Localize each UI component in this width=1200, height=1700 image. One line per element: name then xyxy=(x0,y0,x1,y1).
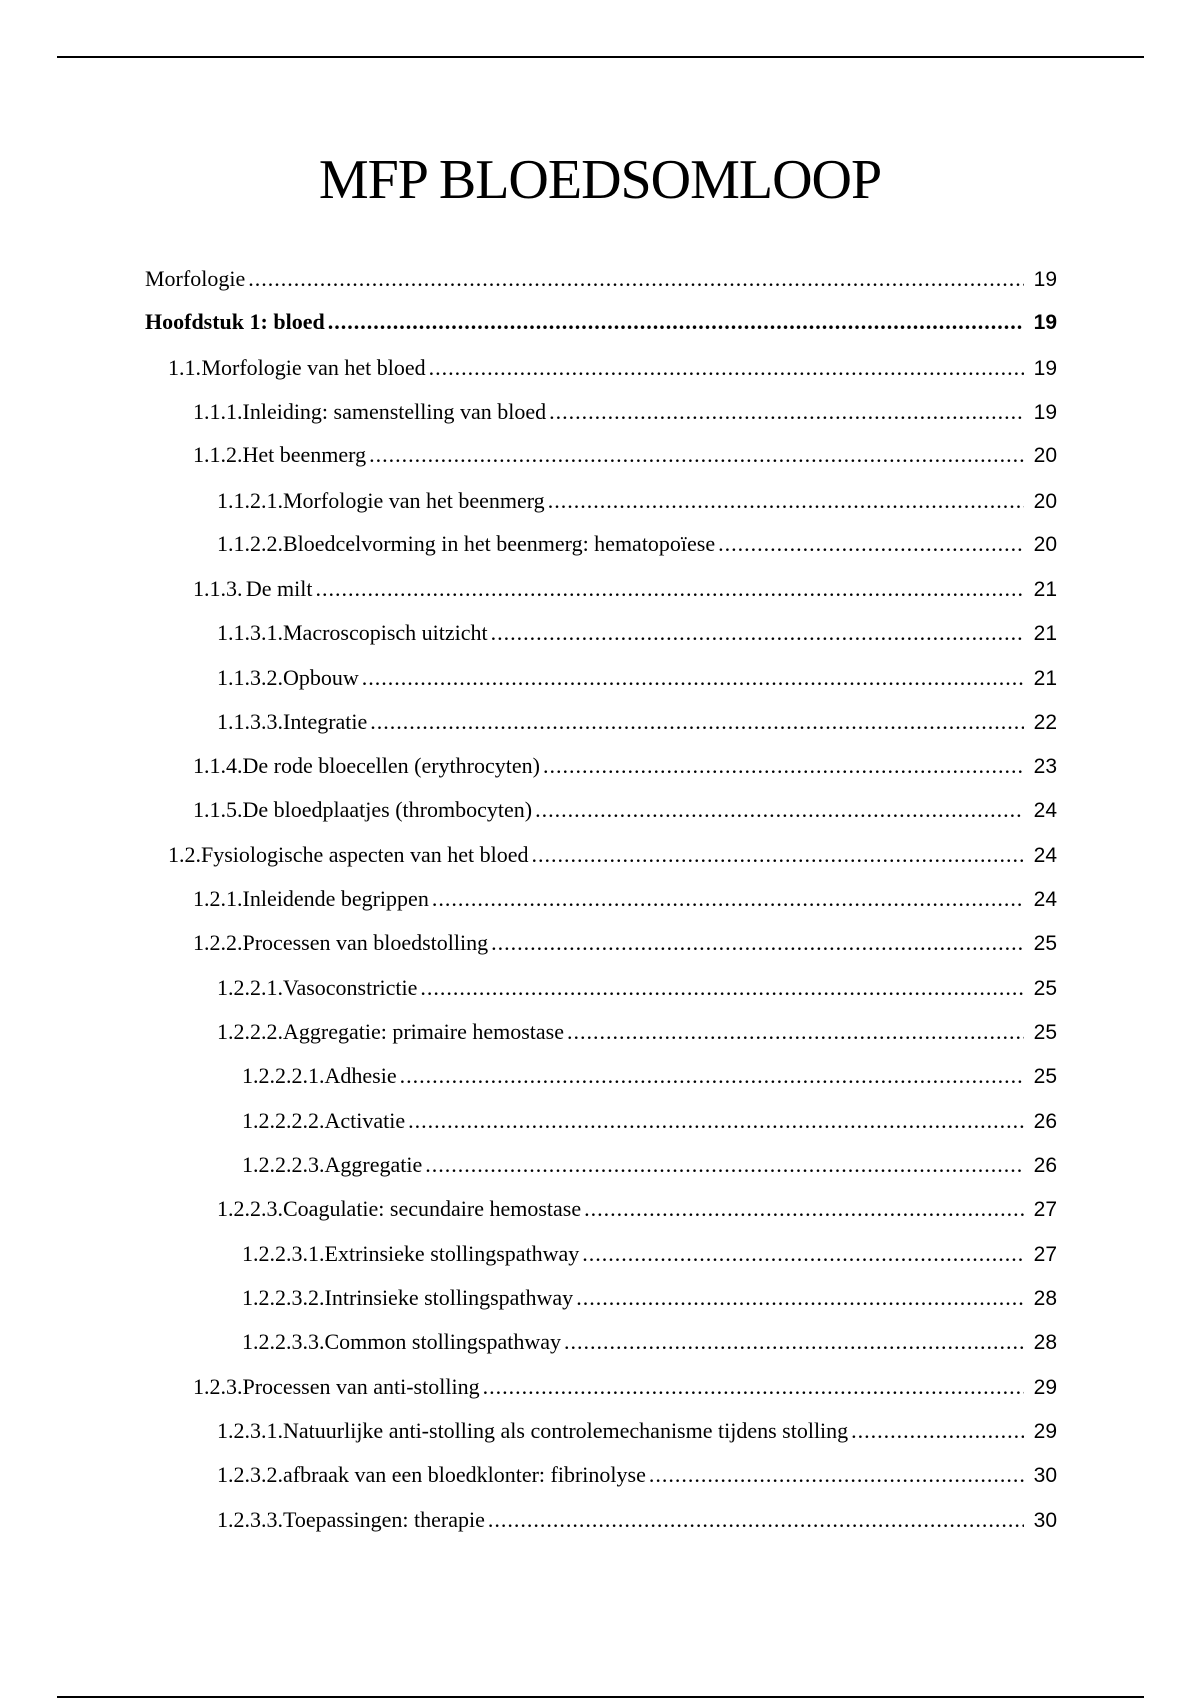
toc-page-number: 29 xyxy=(1033,1420,1057,1443)
toc-leader xyxy=(535,795,1024,825)
toc-entry-number: 1.2.2.1. xyxy=(217,975,283,1000)
toc-entry[interactable] xyxy=(145,1194,1057,1224)
toc-leader xyxy=(408,1106,1024,1136)
toc-leader xyxy=(543,751,1024,781)
toc-leader xyxy=(488,1505,1024,1535)
toc-entry[interactable] xyxy=(145,1150,1057,1180)
toc-entry-label: De milt xyxy=(245,576,313,601)
toc-entry-label: Adhesie xyxy=(324,1063,397,1088)
toc-page-number: 29 xyxy=(1033,1376,1057,1399)
toc-entry-label: De bloedplaatjes (thrombocyten) xyxy=(242,797,533,822)
toc-entry[interactable] xyxy=(145,1106,1057,1136)
toc-entry-label: Fysiologische aspecten van het bloed xyxy=(201,842,529,867)
toc-leader xyxy=(851,1416,1024,1446)
toc-leader xyxy=(567,1017,1024,1047)
toc-leader xyxy=(400,1061,1024,1091)
toc-entry-label: Processen van bloedstolling xyxy=(242,930,489,955)
toc-entry[interactable] xyxy=(145,1017,1057,1047)
toc-page-number: 21 xyxy=(1033,622,1057,645)
toc-leader xyxy=(576,1283,1024,1313)
toc-page-number: 19 xyxy=(1033,268,1057,291)
document-title: MFP BLOEDSOMLOOP xyxy=(318,149,882,211)
toc-entry[interactable] xyxy=(145,440,1057,470)
toc-entry-number: 1.1.3.3. xyxy=(217,709,283,734)
toc-entry-label: Coagulatie: secundaire hemostase xyxy=(283,1196,582,1221)
toc-entry-label: Natuurlijke anti-stolling als controlemechanisme tijdens stolling xyxy=(283,1418,849,1443)
toc-leader xyxy=(420,973,1024,1003)
toc-entry[interactable] xyxy=(145,618,1057,648)
toc-entry-number: 1.1.4. xyxy=(193,753,243,778)
toc-entry-label: Het beenmerg xyxy=(242,442,367,467)
toc-entry-number: 1.2.2.3.3. xyxy=(242,1329,325,1354)
toc-entry-label: Intrinsieke stollingspathway xyxy=(324,1285,574,1310)
toc-entry[interactable] xyxy=(145,574,1057,604)
toc-entry[interactable] xyxy=(145,707,1057,737)
toc-entry-number: 1.1.1. xyxy=(193,399,243,424)
toc-entry-label: Integratie xyxy=(283,709,368,734)
toc-entry-number: 1.2.3.2. xyxy=(217,1462,283,1487)
toc-page-number: 19 xyxy=(1033,401,1057,424)
toc-entry-label: Morfologie xyxy=(145,266,246,291)
toc-entry[interactable] xyxy=(145,397,1057,427)
toc-entry-label: Morfologie van het bloed xyxy=(201,355,426,380)
toc-page-number: 24 xyxy=(1033,799,1057,822)
toc-entry[interactable] xyxy=(145,1372,1057,1402)
toc-leader xyxy=(718,529,1024,559)
toc-page-number: 27 xyxy=(1033,1243,1057,1266)
toc-entry-number: 1.2.2.3. xyxy=(217,1196,283,1221)
toc-entry-number: 1.2.2.2.3. xyxy=(242,1152,325,1177)
toc-entry[interactable] xyxy=(145,1283,1057,1313)
toc-page-number: 27 xyxy=(1033,1198,1057,1221)
toc-page-number: 28 xyxy=(1033,1287,1057,1310)
toc-entry-number: 1.1.5. xyxy=(193,797,243,822)
toc-page-number: 26 xyxy=(1033,1110,1057,1133)
toc-leader xyxy=(362,663,1024,693)
toc-entry[interactable] xyxy=(145,1416,1057,1446)
toc-page-number: 20 xyxy=(1033,533,1057,556)
toc-entry[interactable] xyxy=(145,795,1057,825)
toc-entry-number: 1.2.2.3.2. xyxy=(242,1285,325,1310)
toc-page-number: 30 xyxy=(1033,1509,1057,1532)
toc-leader xyxy=(429,353,1024,383)
toc-entry-label: Vasoconstrictie xyxy=(283,975,418,1000)
toc-page-number: 22 xyxy=(1033,711,1057,734)
toc-entry[interactable] xyxy=(145,840,1057,870)
toc-leader xyxy=(328,307,1024,337)
toc-leader xyxy=(564,1327,1024,1357)
toc-entry[interactable] xyxy=(145,751,1057,781)
toc-entry-label: Aggregatie: primaire hemostase xyxy=(283,1019,565,1044)
toc-entry[interactable] xyxy=(145,663,1057,693)
toc-entry-number: 1.1.3. xyxy=(193,576,243,601)
toc-entry-label: Common stollingspathway xyxy=(324,1329,561,1354)
toc-page-number: 21 xyxy=(1033,667,1057,690)
toc-entry-number: 1.1.2.1. xyxy=(217,488,283,513)
toc-page-number: 25 xyxy=(1033,977,1057,1000)
toc-entry-label: afbraak van een bloedklonter: fibrinolyse xyxy=(283,1462,646,1487)
toc-entry[interactable] xyxy=(145,1460,1057,1490)
toc-entry[interactable] xyxy=(145,353,1057,383)
toc-entry-number: 1.2.3.1. xyxy=(217,1418,283,1443)
toc-entry-number: 1.2. xyxy=(168,842,201,867)
toc-page-number: 28 xyxy=(1033,1331,1057,1354)
toc-entry-label: Aggregatie xyxy=(324,1152,423,1177)
toc-entry[interactable] xyxy=(145,928,1057,958)
toc-entry[interactable] xyxy=(145,529,1057,559)
toc-entry-label: Processen van anti-stolling xyxy=(242,1374,480,1399)
toc-entry-number: 1.2.2. xyxy=(193,930,243,955)
toc-entry-number: 1.2.2.2. xyxy=(217,1019,283,1044)
toc-leader xyxy=(432,884,1024,914)
toc-entry-number: 1.2.3.3. xyxy=(217,1507,283,1532)
toc-entry-number: 1.1.2.2. xyxy=(217,531,283,556)
toc-leader xyxy=(369,440,1024,470)
toc-entry-label: Extrinsieke stollingspathway xyxy=(324,1241,580,1266)
toc-leader xyxy=(582,1239,1024,1269)
toc-entry-number: 1.2.3. xyxy=(193,1374,243,1399)
toc-entry-label: Toepassingen: therapie xyxy=(283,1507,485,1532)
toc-entry-label: Hoofdstuk 1: bloed xyxy=(145,309,325,334)
toc-entry-label: Macroscopisch uitzicht xyxy=(283,620,488,645)
toc-entry-label: De rode bloecellen (erythrocyten) xyxy=(242,753,540,778)
toc-entry-number: 1.2.2.2.1. xyxy=(242,1063,325,1088)
toc-entry[interactable] xyxy=(145,1239,1057,1269)
toc-entry[interactable] xyxy=(145,884,1057,914)
toc-page-number: 24 xyxy=(1033,888,1057,911)
toc-entry[interactable] xyxy=(145,1327,1057,1357)
toc-leader xyxy=(531,840,1024,870)
toc-page-number: 25 xyxy=(1033,1021,1057,1044)
toc-leader xyxy=(315,574,1024,604)
toc-entry-label: Opbouw xyxy=(283,665,359,690)
toc-page-number: 20 xyxy=(1033,444,1057,467)
toc-page-number: 21 xyxy=(1033,578,1057,601)
toc-entry[interactable] xyxy=(145,307,1057,337)
toc-page-number: 25 xyxy=(1033,1065,1057,1088)
toc-entry-label: Bloedcelvorming in het beenmerg: hematopoïese xyxy=(283,531,716,556)
toc-leader xyxy=(248,264,1024,294)
toc-page-number: 20 xyxy=(1033,490,1057,513)
top-rule xyxy=(57,56,1144,58)
toc-page-number: 26 xyxy=(1033,1154,1057,1177)
toc-leader xyxy=(491,618,1024,648)
toc-entry[interactable] xyxy=(145,486,1057,516)
toc-page-number: 19 xyxy=(1033,311,1057,334)
toc-leader xyxy=(548,486,1024,516)
toc-entry-number: 1.2.1. xyxy=(193,886,243,911)
toc-leader xyxy=(483,1372,1024,1402)
toc-leader xyxy=(425,1150,1024,1180)
toc-page-number: 23 xyxy=(1033,755,1057,778)
toc-leader xyxy=(584,1194,1024,1224)
toc-entry-number: 1.2.2.2.2. xyxy=(242,1108,325,1133)
toc-page-number: 25 xyxy=(1033,932,1057,955)
toc-leader xyxy=(649,1460,1024,1490)
toc-entry-number: 1.1.3.1. xyxy=(217,620,283,645)
toc-entry[interactable] xyxy=(145,973,1057,1003)
toc-entry[interactable] xyxy=(145,264,1057,294)
toc-leader xyxy=(491,928,1024,958)
toc-entry-label: Inleiding: samenstelling van bloed xyxy=(242,399,547,424)
bottom-rule xyxy=(57,1696,1144,1698)
toc-page-number: 24 xyxy=(1033,844,1057,867)
toc-entry-number: 1.2.2.3.1. xyxy=(242,1241,325,1266)
toc-entry-label: Morfologie van het beenmerg xyxy=(283,488,545,513)
toc-leader xyxy=(370,707,1024,737)
toc-page-number: 19 xyxy=(1033,357,1057,380)
toc-entry-number: 1.1. xyxy=(168,355,201,380)
toc-entry-number: 1.1.3.2. xyxy=(217,665,283,690)
toc-entry[interactable] xyxy=(145,1505,1057,1535)
toc-entry-label: Activatie xyxy=(324,1108,406,1133)
toc-entry-number: 1.1.2. xyxy=(193,442,243,467)
toc-entry-label: Inleidende begrippen xyxy=(242,886,429,911)
toc-leader xyxy=(549,397,1024,427)
toc-page-number: 30 xyxy=(1033,1464,1057,1487)
toc-entry[interactable] xyxy=(145,1061,1057,1091)
